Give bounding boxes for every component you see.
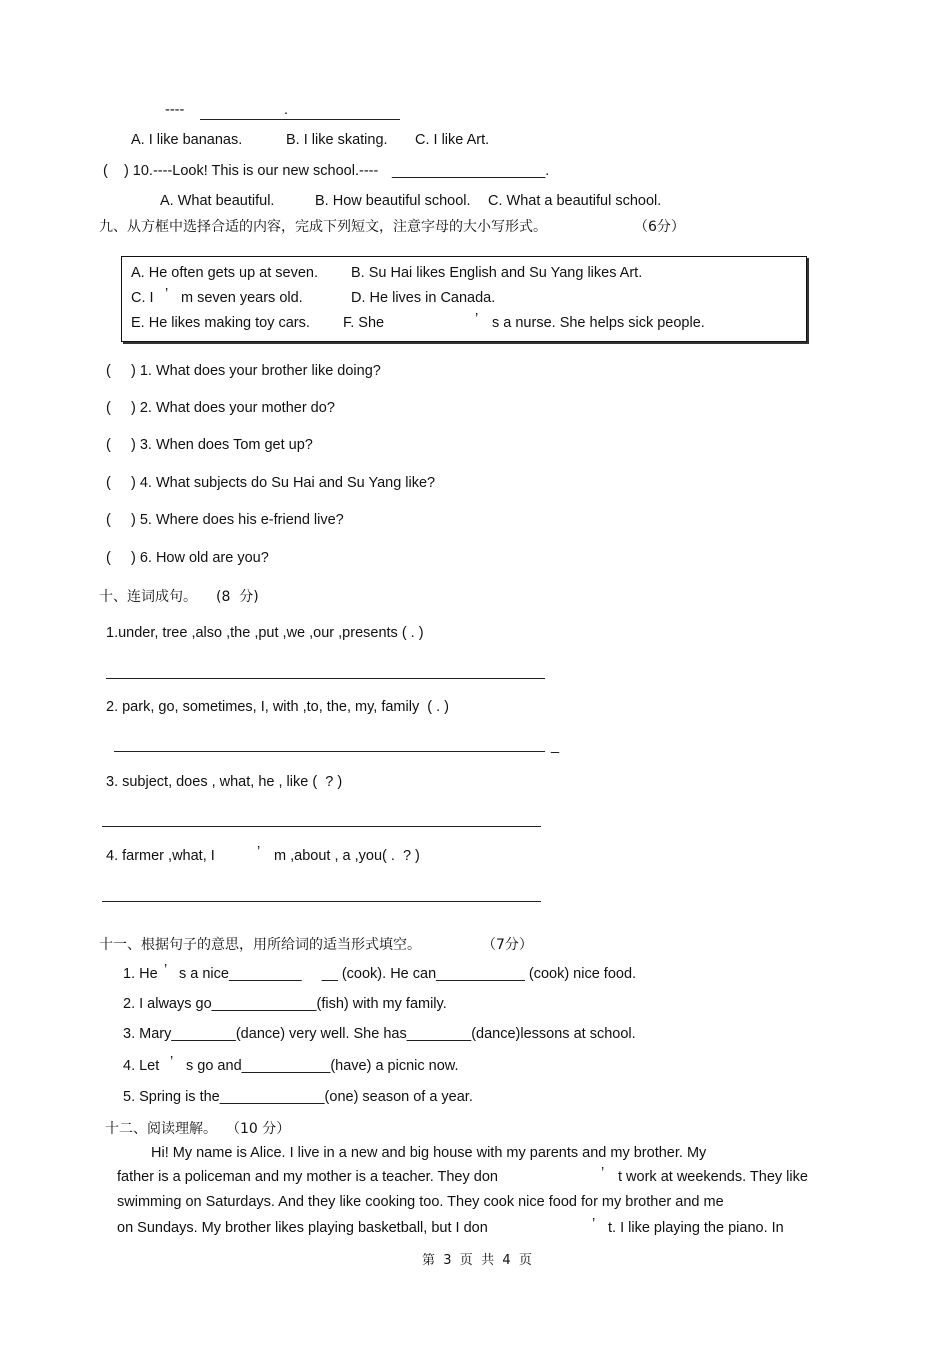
section10-score: (8 分)	[216, 589, 259, 605]
reorder-item-2: 2. park, go, sometimes, I, with ,to, the, my, family ( . )	[106, 699, 449, 715]
fill-item-1-start: 1. He	[123, 966, 158, 982]
q10-question: ( ) 10.----Look! This is our new school.----	[103, 163, 379, 179]
page-number: 第 3 页 共 4 页	[422, 1253, 532, 1268]
section11-score: （7分）	[482, 937, 533, 953]
box-option-f-end: s a nurse. She helps sick people.	[492, 315, 705, 331]
answer-blank-line	[200, 119, 400, 120]
q9-option-a: A. I like bananas.	[131, 132, 243, 148]
fill-item-4-start: 4. Let	[123, 1058, 160, 1074]
section12-score: （10 分）	[226, 1121, 291, 1137]
line-tail: _	[551, 738, 560, 754]
q9-option-b: B. I like skating.	[286, 132, 388, 148]
question-1: ( ) 1. What does your brother like doing?	[106, 363, 381, 379]
question-5: ( ) 5. Where does his e-friend live?	[106, 512, 344, 528]
reading-line-3: swimming on Saturdays. And they like cooking too. They cook nice food for my brother and me	[117, 1194, 724, 1210]
fill-item-5: 5. Spring is the_____________(one) season of a year.	[123, 1089, 473, 1105]
apostrophe: ’	[257, 844, 261, 860]
fill-item-4-end: s go and___________(have) a picnic now.	[186, 1058, 459, 1074]
fill-item-1-end: s a nice_________ __ (cook). He can___________ (cook) nice food.	[179, 966, 637, 982]
section9-score: （6分）	[634, 219, 685, 235]
section10-title: 十、连词成句。	[99, 589, 197, 605]
box-option-a: A. He often gets up at seven.	[131, 265, 319, 281]
apostrophe: ’	[592, 1216, 596, 1232]
question-2: ( ) 2. What does your mother do?	[106, 400, 335, 416]
dash-marker: ----	[165, 102, 185, 118]
reorder-item-3: 3. subject, does , what, he , like ( ? )	[106, 774, 343, 790]
apostrophe: ’	[601, 1165, 605, 1181]
section9-title: 九、从方框中选择合适的内容，完成下列短文，注意字母的大小写形式。	[99, 219, 547, 235]
reorder-item-4-start: 4. farmer ,what, I	[106, 848, 215, 864]
box-option-b: B. Su Hai likes English and Su Yang likes Art.	[351, 265, 643, 281]
section11-title: 十一、根据句子的意思，用所给词的适当形式填空。	[99, 937, 421, 953]
box-option-f-start: F. She	[343, 315, 385, 331]
q9-option-c: C. I like Art.	[415, 132, 490, 148]
question-3: ( ) 3. When does Tom get up?	[106, 437, 313, 453]
answer-line-4	[102, 901, 541, 902]
apostrophe: ’	[164, 962, 168, 978]
q10-option-a: A. What beautiful.	[160, 193, 275, 209]
box-option-d: D. He lives in Canada.	[351, 290, 496, 306]
blank-dot: .	[284, 102, 289, 118]
answer-line-2	[114, 751, 545, 752]
apostrophe: ’	[475, 311, 479, 327]
apostrophe: ’	[165, 286, 169, 302]
section12-title: 十二、阅读理解。	[105, 1121, 217, 1137]
apostrophe: ’	[170, 1054, 174, 1070]
reorder-item-4-end: m ,about , a ,you( . ? )	[274, 848, 420, 864]
answer-line-1	[106, 678, 545, 679]
box-option-e: E. He likes making toy cars.	[131, 315, 310, 331]
reading-line-4-end: t. I like playing the piano. In	[608, 1220, 784, 1236]
q10-blank: ___________________.	[392, 163, 550, 179]
answer-line-3	[102, 826, 541, 827]
reading-line-2-end: t work at weekends. They like	[618, 1169, 808, 1185]
reorder-item-1: 1.under, tree ,also ,the ,put ,we ,our ,presents ( . )	[106, 625, 424, 641]
reading-line-1: Hi! My name is Alice. I live in a new and big house with my parents and my brother. My	[151, 1145, 707, 1161]
fill-item-3: 3. Mary________(dance) very well. She has________(dance)lessons at school.	[123, 1026, 636, 1042]
box-option-c-end: m seven years old.	[181, 290, 303, 306]
q10-option-c: C. What a beautiful school.	[488, 193, 662, 209]
reading-line-4-start: on Sundays. My brother likes playing basketball, but I don	[117, 1220, 488, 1236]
q10-option-b: B. How beautiful school.	[315, 193, 471, 209]
question-4: ( ) 4. What subjects do Su Hai and Su Yang like?	[106, 475, 436, 491]
fill-item-2: 2. I always go_____________(fish) with my family.	[123, 996, 447, 1012]
question-6: ( ) 6. How old are you?	[106, 550, 269, 566]
reading-line-2-start: father is a policeman and my mother is a teacher. They don	[117, 1169, 498, 1185]
box-option-c-start: C. I	[131, 290, 154, 306]
